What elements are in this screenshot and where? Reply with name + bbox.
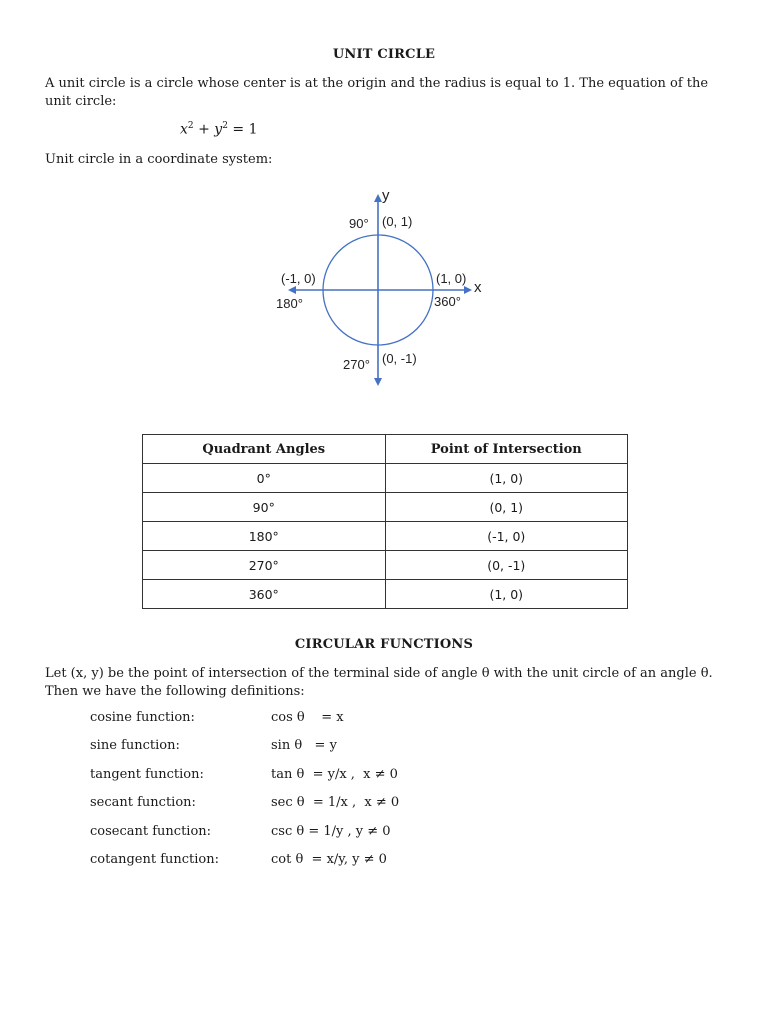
header-quadrant-angles: Quadrant Angles	[143, 435, 386, 464]
definitions-intro: Let (x, y) be the point of intersection of the terminal side of angle θ with the unit circle of an angle θ. Then we have the following definitions:	[45, 666, 713, 699]
table-header-row	[143, 435, 628, 464]
table-row	[143, 464, 628, 493]
label-pt-270: (0, -1)	[382, 351, 417, 366]
definition-name: cosine function:	[90, 710, 195, 725]
cell-angle: 270°	[143, 551, 386, 580]
table-row	[143, 493, 628, 522]
equation-rhs: = 1	[227, 121, 258, 138]
definition-formula: sec θ = 1/x , x ≠ 0	[271, 795, 400, 811]
table-row	[143, 522, 628, 551]
cell-angle: 0°	[143, 464, 386, 493]
cell-angle: 90°	[143, 493, 386, 522]
cell-angle: 360°	[143, 580, 386, 609]
label-deg-270: 270°	[343, 357, 370, 372]
page-title: UNIT CIRCLE	[332, 47, 436, 62]
table-row	[143, 551, 628, 580]
definition-formula: cot θ = x/y, y ≠ 0	[271, 851, 387, 867]
equation-x-power: 2	[187, 121, 194, 131]
definition-name: secant function:	[90, 795, 196, 811]
y-axis-label: y	[382, 187, 390, 204]
cell-point: (1, 0)	[385, 464, 628, 493]
definition-name: cotangent function:	[90, 851, 219, 867]
cell-point: (-1, 0)	[385, 522, 628, 551]
cell-point: (0, -1)	[385, 551, 628, 580]
header-point-of-intersection: Point of Intersection	[385, 435, 628, 464]
section-heading: CIRCULAR FUNCTIONS	[294, 637, 474, 652]
definition-name: tangent function:	[90, 766, 204, 782]
equation-x: x	[180, 121, 188, 138]
quadrant-angles-table	[142, 434, 628, 609]
x-axis-left-arrow	[288, 286, 296, 294]
cell-point: (1, 0)	[385, 580, 628, 609]
definition-name: cosecant function:	[90, 823, 212, 839]
coordinate-caption: Unit circle in a coordinate system:	[45, 152, 273, 167]
equation-y-power: 2	[222, 121, 228, 131]
intro-paragraph: A unit circle is a circle whose center is at the origin and the radius is equal to 1. The equation of the unit circle:	[45, 76, 709, 109]
definition-name: sine function:	[90, 738, 180, 754]
definition-formula: tan θ = y/x , x ≠ 0	[271, 766, 398, 782]
label-deg-180: 180°	[276, 296, 303, 311]
x-axis-label: x	[474, 279, 482, 296]
unit-circle-diagram	[270, 182, 500, 392]
table-row	[143, 580, 628, 609]
label-deg-360: 360°	[434, 294, 461, 309]
label-deg-90: 90°	[349, 216, 369, 231]
label-pt-360: (1, 0)	[436, 271, 467, 286]
equation-y: y	[214, 121, 223, 138]
label-pt-90: (0, 1)	[382, 214, 413, 229]
definition-formula: cos θ = x	[271, 710, 344, 725]
cell-point: (0, 1)	[385, 493, 628, 522]
y-axis-bottom-arrow	[374, 378, 382, 386]
definition-formula: csc θ = 1/y , y ≠ 0	[271, 823, 391, 839]
cell-angle: 180°	[143, 522, 386, 551]
unit-circle-equation	[180, 121, 257, 138]
label-pt-180: (-1, 0)	[281, 271, 316, 286]
equation-plus: +	[193, 121, 215, 138]
definition-formula: sin θ = y	[271, 738, 337, 754]
